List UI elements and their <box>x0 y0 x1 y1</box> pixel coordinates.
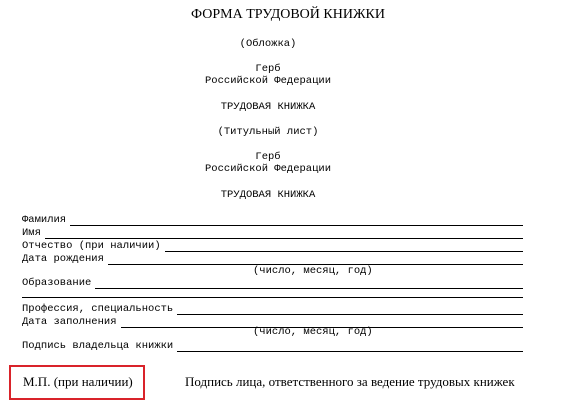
education-field <box>22 276 523 289</box>
education-label: Образование <box>22 277 92 289</box>
owner-signature-line[interactable] <box>177 341 523 352</box>
birth-date-label: Дата рождения <box>22 253 104 265</box>
profession-label: Профессия, специальность <box>22 303 174 315</box>
fill-date-hint: (число, месяц, год) <box>253 326 373 338</box>
profession-field <box>22 302 523 315</box>
document-title: ФОРМА ТРУДОВОЙ КНИЖКИ <box>191 7 385 22</box>
title-page-emblem-line1: Герб <box>255 151 281 163</box>
name-field <box>22 226 523 239</box>
birth-date-field <box>22 252 523 265</box>
profession-line[interactable] <box>177 304 523 315</box>
patronymic-field <box>22 239 523 252</box>
birth-date-line[interactable] <box>108 254 523 265</box>
title-page-emblem-line2: Российской Федерации <box>204 163 332 175</box>
cover-book-title: ТРУДОВАЯ КНИЖКА <box>220 101 316 113</box>
owner-signature-field <box>22 339 523 352</box>
title-page-book-title: ТРУДОВАЯ КНИЖКА <box>220 189 316 201</box>
title-page-heading: (Титульный лист) <box>217 126 319 138</box>
responsible-signature-label: Подпись лица, ответственного за ведение трудовых книжек <box>185 374 515 389</box>
stamp-label: М.П. (при наличии) <box>23 374 133 389</box>
education-line[interactable] <box>95 278 523 289</box>
name-label: Имя <box>22 227 41 239</box>
surname-line[interactable] <box>70 215 523 226</box>
fill-date-label: Дата заполнения <box>22 316 117 328</box>
education-extra-line[interactable] <box>22 297 523 298</box>
surname-label: Фамилия <box>22 214 67 226</box>
surname-field <box>22 213 523 226</box>
birth-date-hint: (число, месяц, год) <box>253 265 373 277</box>
cover-heading: (Обложка) <box>239 38 297 50</box>
cover-emblem-line1: Герб <box>255 63 281 75</box>
owner-signature-label: Подпись владельца книжки <box>22 340 174 352</box>
cover-emblem-line2: Российской Федерации <box>204 75 332 87</box>
patronymic-line[interactable] <box>165 241 523 252</box>
patronymic-label: Отчество (при наличии) <box>22 240 161 252</box>
name-line[interactable] <box>45 228 523 239</box>
